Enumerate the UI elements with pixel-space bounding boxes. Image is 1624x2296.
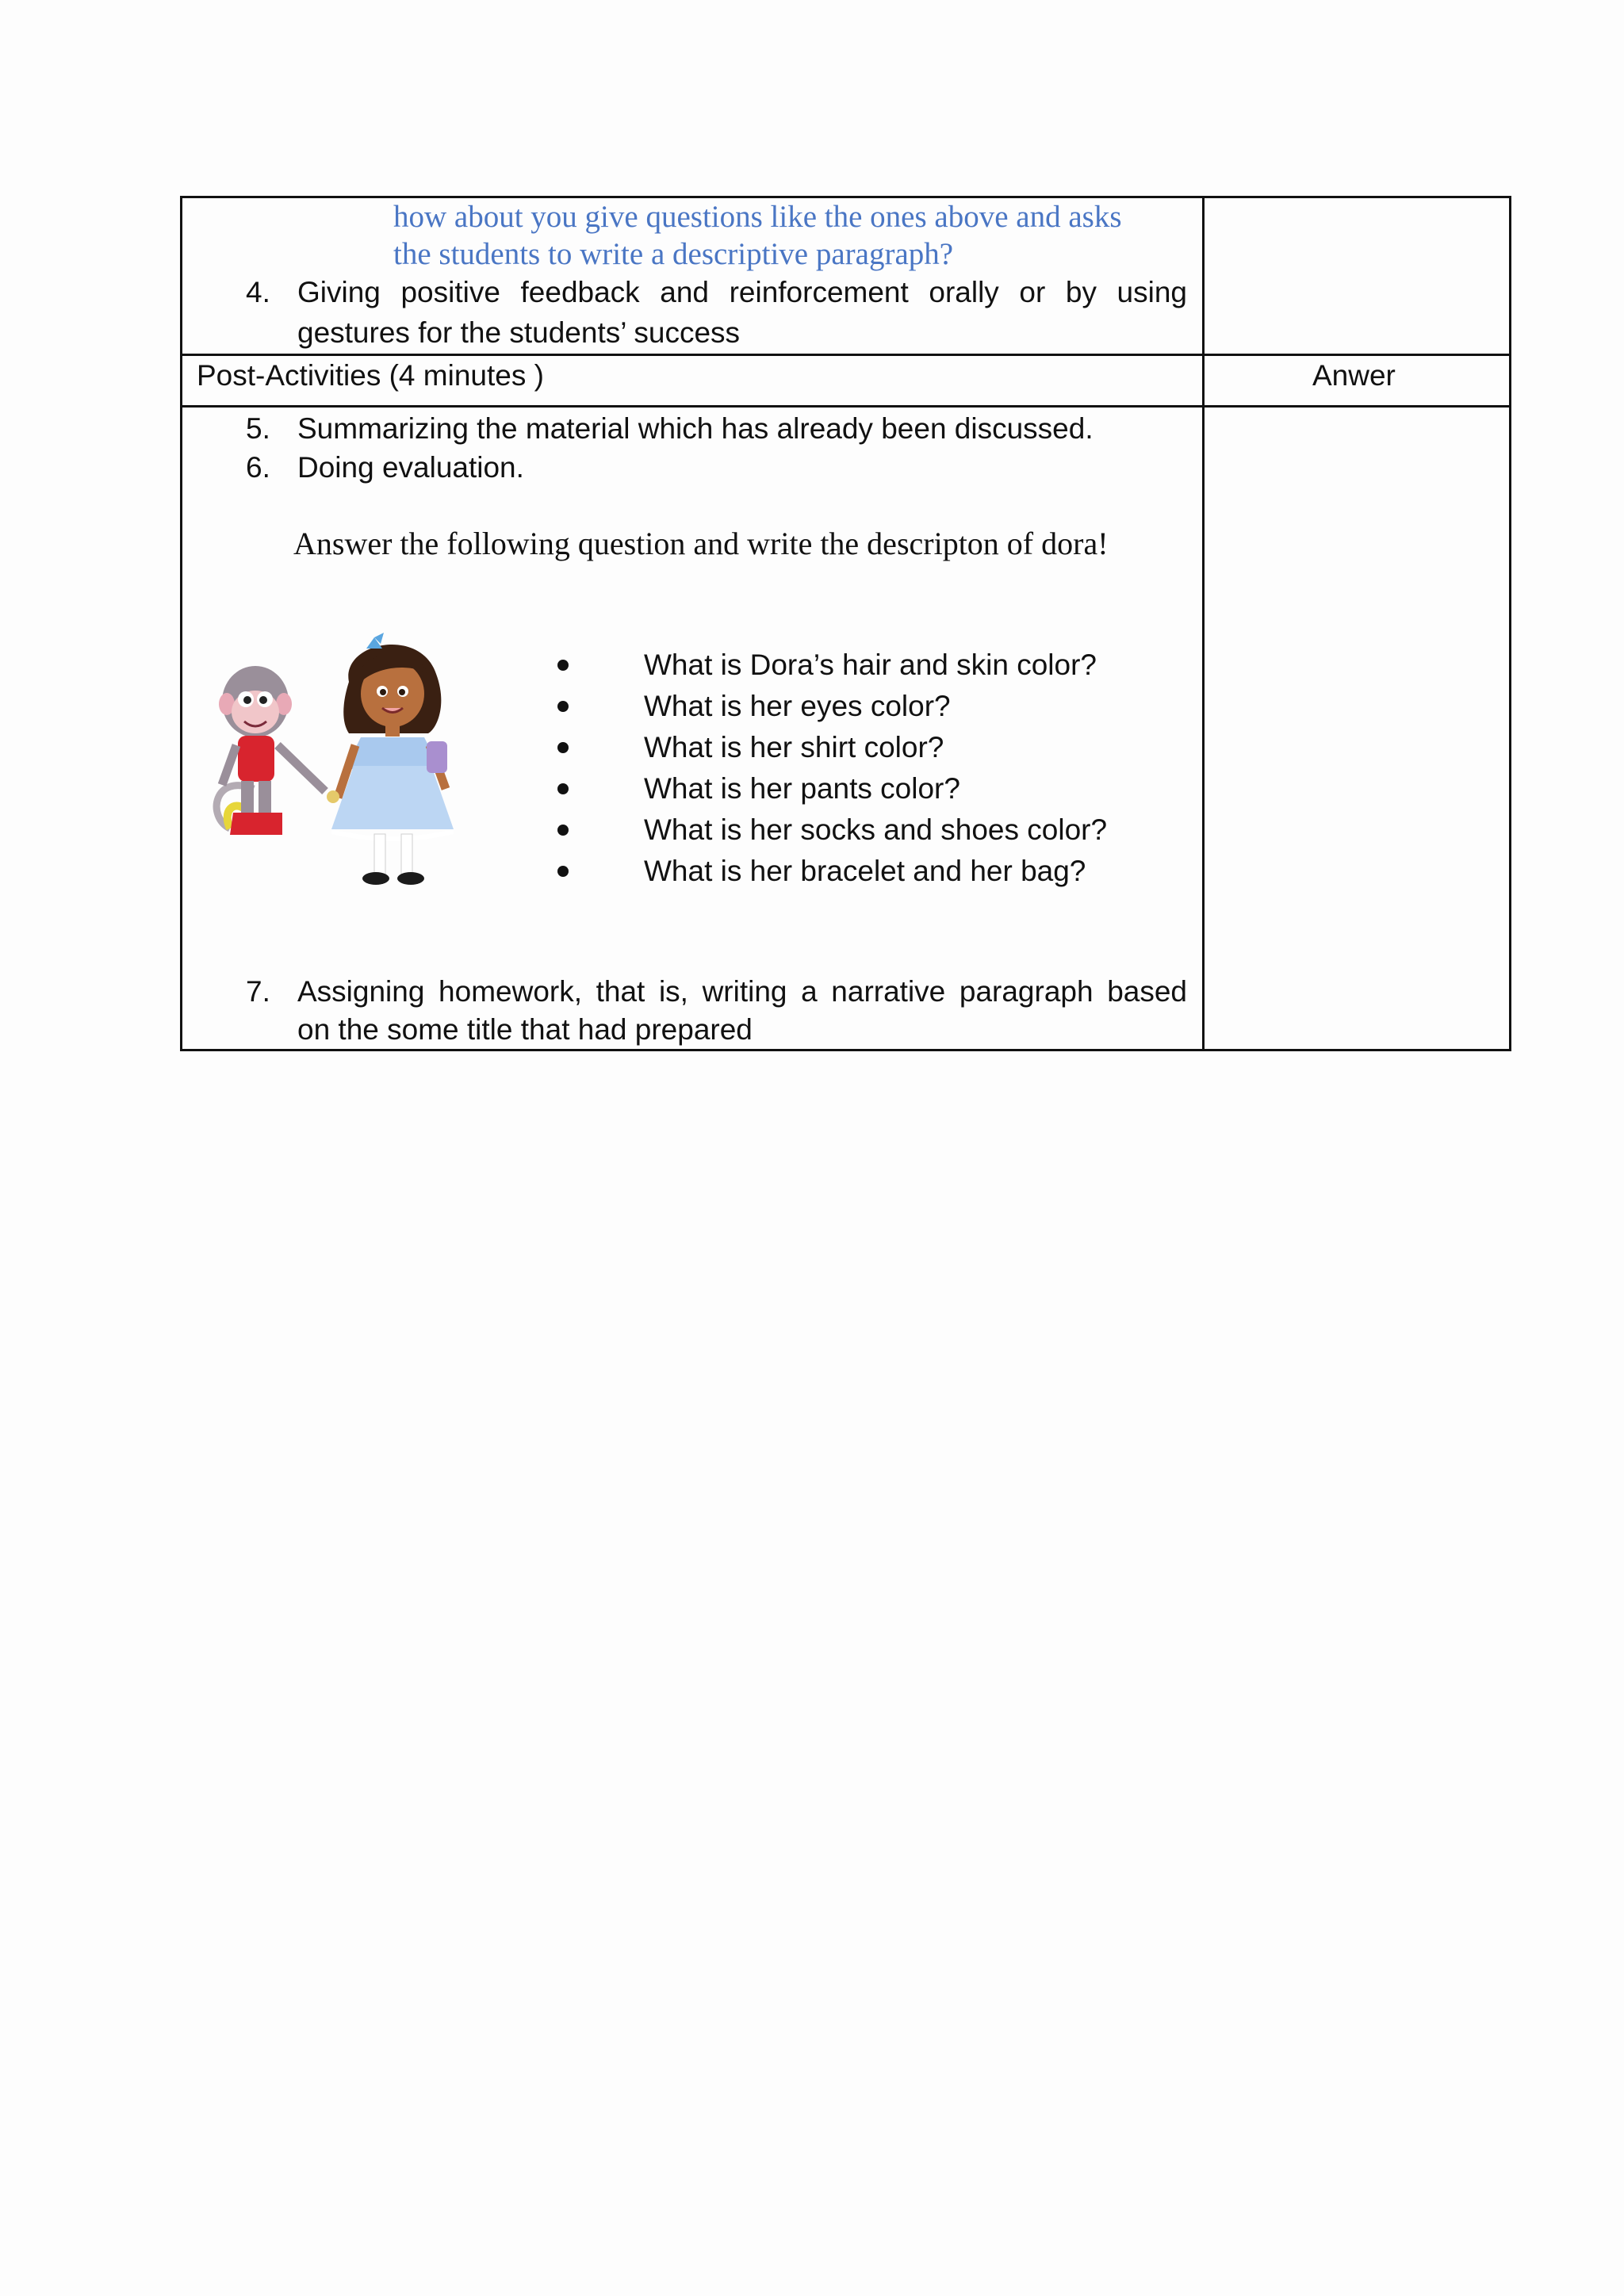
- table-border-left: [180, 196, 182, 1051]
- question-bullet-6: [557, 866, 569, 877]
- question-bullet-1: [557, 660, 569, 671]
- question-6: What is her bracelet and her bag?: [644, 855, 1086, 887]
- question-bullet-2: [557, 701, 569, 712]
- dora-and-boots-illustration: [198, 626, 523, 900]
- question-5: What is her socks and shoes color?: [644, 813, 1108, 846]
- item-6-text: Doing evaluation.: [297, 451, 524, 484]
- item-6-number: 6.: [246, 451, 270, 484]
- table-border-top: [180, 196, 1511, 198]
- continuation-line-2: the students to write a descriptive paragraph?: [393, 237, 954, 271]
- item-7-line-1: Assigning homework, that is, writing a narrative paragraph based: [297, 975, 1187, 1008]
- dora-figure: [327, 633, 454, 885]
- question-4: What is her pants color?: [644, 772, 960, 805]
- item-4-line-2: gestures for the students’ success: [297, 316, 741, 349]
- item-5-text: Summarizing the material which has already been discussed.: [297, 412, 1094, 445]
- item-4-number: 4.: [246, 276, 270, 308]
- item-7-number: 7.: [246, 975, 270, 1008]
- table-border-bottom: [180, 1049, 1511, 1051]
- post-activities-label: Post-Activities (4 minutes ): [197, 359, 544, 392]
- evaluation-instruction: Answer the following question and write the descripton of dora!: [293, 526, 1109, 561]
- question-1: What is Dora’s hair and skin color?: [644, 649, 1097, 681]
- item-7-line-2: on the some title that had prepared: [297, 1013, 753, 1046]
- item-5-number: 5.: [246, 412, 270, 445]
- question-3: What is her shirt color?: [644, 731, 944, 763]
- question-2: What is her eyes color?: [644, 690, 951, 722]
- answer-column-header: Anwer: [1312, 359, 1396, 392]
- table-border-row1: [180, 354, 1511, 356]
- item-4-line-1: Giving positive feedback and reinforcement orally or by using: [297, 276, 1187, 308]
- table-border-row2: [180, 405, 1511, 408]
- question-bullet-4: [557, 783, 569, 794]
- question-bullet-5: [557, 825, 569, 836]
- continuation-line-1: how about you give questions like the ones above and asks: [393, 200, 1122, 234]
- question-bullet-3: [557, 742, 569, 753]
- table-border-right: [1509, 196, 1511, 1051]
- boots-monkey-figure: [216, 666, 325, 835]
- table-border-divider: [1202, 196, 1205, 1051]
